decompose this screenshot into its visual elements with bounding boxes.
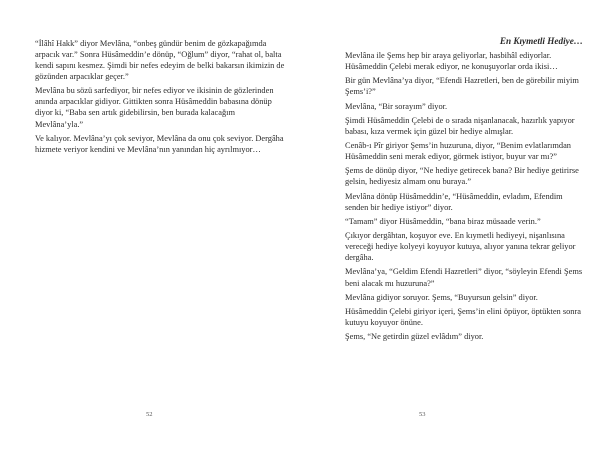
- paragraph: “Tamam” diyor Hüsâmeddin, “bana biraz müsaade verin.”: [345, 216, 541, 226]
- paragraph: Mevlâna gidiyor soruyor. Şems, “Buyursun gelsin” diyor.: [345, 292, 538, 302]
- paragraph: Şems, “Ne getirdin güzel evlâdım” diyor.: [345, 332, 484, 342]
- paragraph: Şimdi Hüsâmeddin Çelebi de o sırada nişanlanacak, hazırlık yapıyor babası, kıza vermek için güzel bir hediye almışlar.: [345, 115, 575, 136]
- right-page-text: [345, 50, 583, 346]
- page-number: 53: [419, 411, 426, 418]
- page-number: 52: [146, 411, 153, 418]
- paragraph: Şems de dönüp diyor, “Ne hediye getirecek bana? Bir hediye getirirse gelsin, hediyesiz almam onu buraya.”: [345, 166, 579, 187]
- paragraph: Mevlâna bu sözü sarfediyor, bir nefes ediyor ve ikisinin de gözlerinden anında arpacıklar gidiyor. Gittikten sonra Hüsâmeddin babasına dönüp diyor ki, “Baba sen artık gidebilirsin, ben burada kalacağım Mevlâna’yla.”: [35, 86, 274, 129]
- paragraph: Mevlâna’ya, “Geldim Efendi Hazretleri” diyor, “söyleyin Efendi Şems beni alacak mı huzuruna?”: [345, 267, 583, 288]
- left-page-text: [35, 38, 285, 158]
- paragraph: Hüsâmeddin Çelebi giriyor içeri, Şems’in elini öpüyor, öptükten sonra kutuyu koyuyor önüne.: [345, 307, 581, 328]
- right-page: [300, 0, 600, 449]
- paragraph: Çıkıyor dergâhtan, koşuyor eve. En kıymetli hediyeyi, nişanlısına vereceği hediye kolyeyi koyuyor kutuya, alıyor yanına tekrar geliyor dergâha.: [345, 231, 576, 263]
- running-head: En Kıymetli Hediye…: [499, 36, 583, 46]
- paragraph: Ve kalıyor. Mevlâna’yı çok seviyor, Mevlâna da onu çok seviyor. Dergâha hizmete veriyor kendini ve Mevlâna’nın yanından hiç ayrılmıyor…: [35, 133, 284, 154]
- paragraph: Cenâb-ı Pîr giriyor Şems’in huzuruna, diyor, “Benim evlatlarımdan Hüsâmeddin seni merak ediyor, görmek istiyor, buyur var mı?”: [345, 141, 571, 162]
- paragraph: Mevlâna dönüp Hüsâmeddin’e, “Hüsâmeddin, evladım, Efendim senden bir hediye istiyor” diyor.: [345, 191, 563, 212]
- paragraph: Mevlâna ile Şems hep bir araya geliyorlar, hasbihâl ediyorlar. Hüsâmeddin Çelebi merak ediyor, ne konuşuyorlar orda ikisi…: [345, 51, 558, 72]
- paragraph: Bir gün Mevlâna’ya diyor, “Efendi Hazretleri, ben de görebilir miyim Şems’i?”: [345, 76, 579, 97]
- paragraph: “İlâhî Hakk” diyor Mevlâna, “onbeş gündür benim de gözkapağımda arpacık var.” Sonra Hüsâmeddin’e dönüp, “Oğlum” diyor, “rahat ol, balta kendi sapını kesmez. Şimdi bir nefes edeyim de belki bakarsın ikimizin de gözünden arpacıklar geçer.”: [35, 39, 285, 82]
- paragraph: Mevlâna, “Bir sorayım” diyor.: [345, 101, 448, 111]
